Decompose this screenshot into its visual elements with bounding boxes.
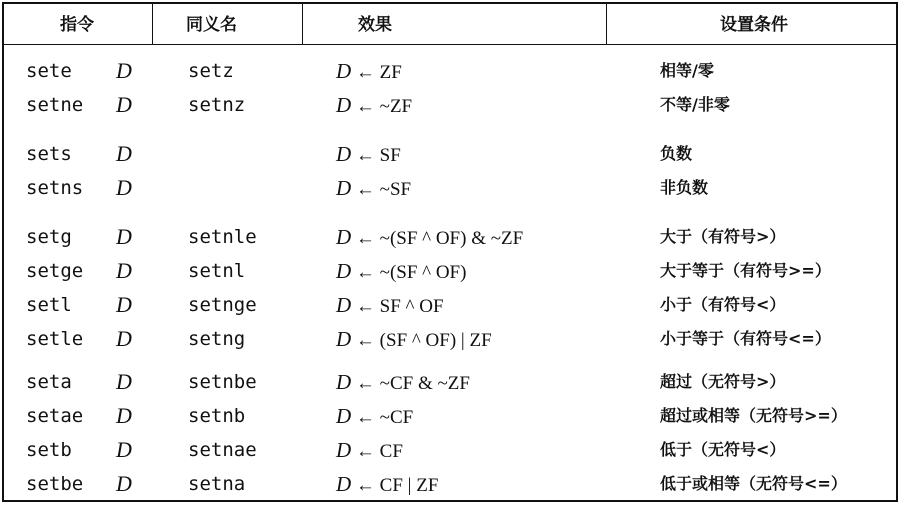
effect-expression (336, 469, 438, 499)
effect-destination: D (336, 176, 352, 200)
table-row (4, 56, 896, 86)
table-row (4, 401, 896, 431)
instruction-mnemonic: setl (26, 294, 72, 316)
header-instruction: 指令 (60, 15, 94, 35)
instruction-mnemonic: setb (26, 439, 72, 461)
header-divider (152, 4, 153, 44)
effect-formula: ← ZF (355, 62, 402, 83)
effect-destination: D (336, 259, 352, 283)
instruction-mnemonic: setg (26, 226, 72, 248)
effect-expression (336, 401, 413, 431)
effect-formula: ← ~CF (355, 407, 414, 428)
effect-expression (336, 324, 492, 354)
table-row (4, 222, 896, 252)
instruction-mnemonic: setae (26, 405, 84, 427)
synonym-mnemonic: setnae (188, 439, 257, 461)
table-row (4, 435, 896, 465)
effect-destination: D (336, 438, 352, 462)
effect-expression (336, 222, 523, 252)
effect-formula: ← ~(SF ^ OF) (355, 262, 467, 283)
set-condition: 负数 (660, 144, 693, 163)
instruction-operand: D (116, 369, 132, 394)
instruction-operand: D (116, 403, 132, 428)
synonym-mnemonic: setnge (188, 294, 257, 316)
synonym-mnemonic: setnle (188, 226, 257, 248)
set-condition: 小于（有符号<） (660, 295, 786, 314)
instruction-mnemonic: sets (26, 143, 72, 165)
effect-expression (336, 139, 401, 169)
header-synonym: 同义名 (186, 15, 237, 35)
effect-expression (336, 290, 444, 320)
header-divider (302, 4, 303, 44)
instruction-operand: D (116, 326, 132, 351)
effect-destination: D (336, 142, 352, 166)
set-condition: 大于（有符号>） (660, 227, 786, 246)
instruction-mnemonic: seta (26, 371, 72, 393)
table-row (4, 324, 896, 354)
instruction-operand: D (116, 175, 132, 200)
table-row (4, 367, 896, 397)
synonym-mnemonic: setnbe (188, 371, 257, 393)
effect-destination: D (336, 404, 352, 428)
effect-formula: ← CF (355, 441, 403, 462)
set-condition: 小于等于（有符号<=） (660, 329, 831, 348)
set-condition: 低于（无符号<） (660, 440, 786, 459)
instruction-operand: D (116, 292, 132, 317)
effect-destination: D (336, 472, 352, 496)
effect-expression (336, 256, 466, 286)
effect-expression (336, 56, 402, 86)
set-condition: 超过（无符号>） (660, 372, 786, 391)
set-condition: 超过或相等（无符号>=） (660, 406, 847, 425)
instruction-mnemonic: sete (26, 60, 72, 82)
instruction-operand: D (116, 224, 132, 249)
instruction-operand: D (116, 471, 132, 496)
instruction-mnemonic: setge (26, 260, 84, 282)
effect-formula: ← ~(SF ^ OF) & ~ZF (355, 228, 524, 249)
table-row (4, 256, 896, 286)
set-condition: 非负数 (660, 178, 709, 197)
instruction-operand: D (116, 141, 132, 166)
synonym-mnemonic: setng (188, 328, 246, 350)
instruction-mnemonic: setns (26, 177, 84, 199)
table-row (4, 139, 896, 169)
effect-formula: ← CF | ZF (355, 475, 439, 496)
synonym-mnemonic: setz (188, 60, 234, 82)
effect-formula: ← ~CF & ~ZF (355, 373, 470, 394)
effect-expression (336, 367, 470, 397)
effect-destination: D (336, 327, 352, 351)
effect-formula: ← SF ^ OF (355, 296, 444, 317)
synonym-mnemonic: setnz (188, 94, 246, 116)
effect-destination: D (336, 370, 352, 394)
effect-destination: D (336, 293, 352, 317)
table-row (4, 173, 896, 203)
synonym-mnemonic: setna (188, 473, 246, 495)
set-instructions-table (2, 2, 898, 502)
set-condition: 不等/非零 (660, 95, 730, 114)
effect-expression (336, 435, 403, 465)
instruction-operand: D (116, 258, 132, 283)
instruction-operand: D (116, 58, 132, 83)
synonym-mnemonic: setnb (188, 405, 246, 427)
effect-destination: D (336, 59, 352, 83)
synonym-mnemonic: setnl (188, 260, 246, 282)
set-condition: 相等/零 (660, 61, 714, 80)
set-condition: 低于或相等（无符号<=） (660, 474, 847, 493)
instruction-mnemonic: setle (26, 328, 84, 350)
effect-formula: ← SF (355, 145, 401, 166)
header-rule (4, 44, 896, 45)
header-condition: 设置条件 (720, 15, 788, 35)
effect-formula: ← (SF ^ OF) | ZF (355, 330, 492, 351)
effect-destination: D (336, 225, 352, 249)
effect-formula: ← ~SF (355, 179, 412, 200)
instruction-mnemonic: setne (26, 94, 84, 116)
effect-destination: D (336, 93, 352, 117)
table-row (4, 469, 896, 499)
set-condition: 大于等于（有符号>=） (660, 261, 831, 280)
instruction-operand: D (116, 437, 132, 462)
table-row (4, 290, 896, 320)
instruction-mnemonic: setbe (26, 473, 84, 495)
effect-formula: ← ~ZF (355, 96, 413, 117)
instruction-operand: D (116, 92, 132, 117)
effect-expression (336, 173, 411, 203)
header-divider (606, 4, 607, 44)
table-row (4, 90, 896, 120)
header-effect: 效果 (358, 15, 392, 35)
effect-expression (336, 90, 412, 120)
